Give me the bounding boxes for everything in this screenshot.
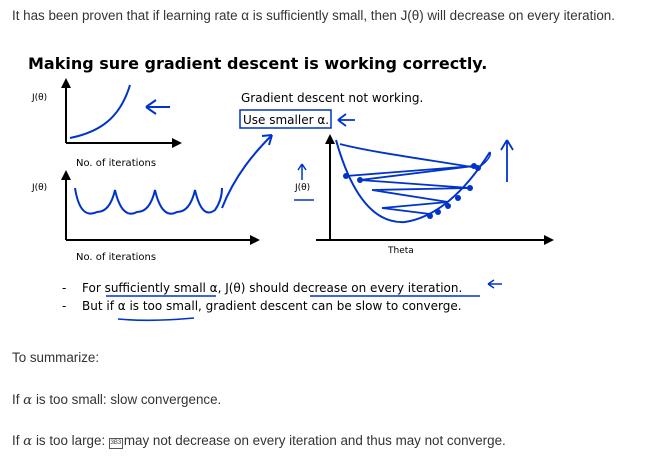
missing-glyph-box: 3B3 <box>109 438 123 449</box>
bullet-marker: - <box>62 281 67 295</box>
bottom-plot-ylabel: J(θ) <box>32 183 48 193</box>
small-suffix: is too small: slow convergence. <box>32 392 222 407</box>
pointer-arrow-top <box>146 100 170 114</box>
alpha-symbol: α <box>23 393 33 408</box>
step-point <box>445 203 451 209</box>
oscillating-cost-curve <box>75 188 222 214</box>
up-arrow-left <box>298 164 306 180</box>
top-plot-y-arrow <box>61 78 71 88</box>
bottom-plot-xlabel: No. of iterations <box>76 252 157 263</box>
step-point <box>435 209 441 215</box>
slide-drawing <box>10 40 650 340</box>
note-line1: Gradient descent not working. <box>241 91 424 105</box>
bullet-2: But if α is too small, gradient descent can be slow to converge. <box>82 299 462 313</box>
up-arrow-right <box>501 140 513 182</box>
large-suffix: is too large: <box>32 433 109 448</box>
step-point <box>427 213 433 219</box>
large-rest: may not decrease on every iteration and thus may not converge. <box>123 433 506 448</box>
pointer-stroke-to-note <box>222 135 272 208</box>
step-point <box>343 173 349 179</box>
bottom-plot <box>31 135 272 263</box>
right-plot-ylabel: J(θ) <box>295 183 311 193</box>
intro-text: It has been proven that if learning rate α is sufficiently small, then J(θ) will decrease on every iteration. <box>12 8 615 23</box>
overshoot-steps <box>346 166 474 214</box>
right-plot <box>294 134 554 256</box>
bottom-plot-y-arrow <box>61 170 71 180</box>
increasing-cost-curve <box>70 85 130 138</box>
slide-title: Making sure gradient descent is working correctly. <box>28 54 488 73</box>
right-plot-xlabel: Theta <box>388 246 414 256</box>
lecture-slide <box>10 40 650 340</box>
pointer-arrow-note <box>338 114 355 126</box>
large-prefix: If <box>12 433 24 448</box>
top-plot <box>31 78 182 169</box>
summary-small-line <box>12 392 221 408</box>
note-line2: Use smaller α. <box>243 113 330 127</box>
step-point <box>467 185 473 191</box>
bullet-marker: - <box>62 299 67 313</box>
summary-heading: To summarize: <box>12 350 100 365</box>
pointer-arrow-bullet <box>488 280 502 288</box>
step-point <box>475 165 481 171</box>
note <box>240 91 423 128</box>
overshoot-top-step <box>340 144 478 168</box>
alpha-symbol: α <box>23 434 33 449</box>
small-prefix: If <box>12 392 24 407</box>
step-point <box>357 177 363 183</box>
right-plot-y-arrow <box>325 134 335 144</box>
step-point <box>455 195 461 201</box>
top-plot-ylabel: J(θ) <box>32 93 48 103</box>
summary-large-line <box>12 433 506 449</box>
bullet-1: For sufficiently small α, J(θ) should decrease on every iteration. <box>82 281 463 295</box>
right-plot-x-arrow <box>544 235 554 245</box>
bottom-plot-x-arrow <box>250 235 260 245</box>
bullet-list <box>62 280 502 320</box>
bullet-2-underline <box>118 318 194 320</box>
top-plot-xlabel: No. of iterations <box>76 158 157 169</box>
top-plot-x-arrow <box>172 138 182 148</box>
